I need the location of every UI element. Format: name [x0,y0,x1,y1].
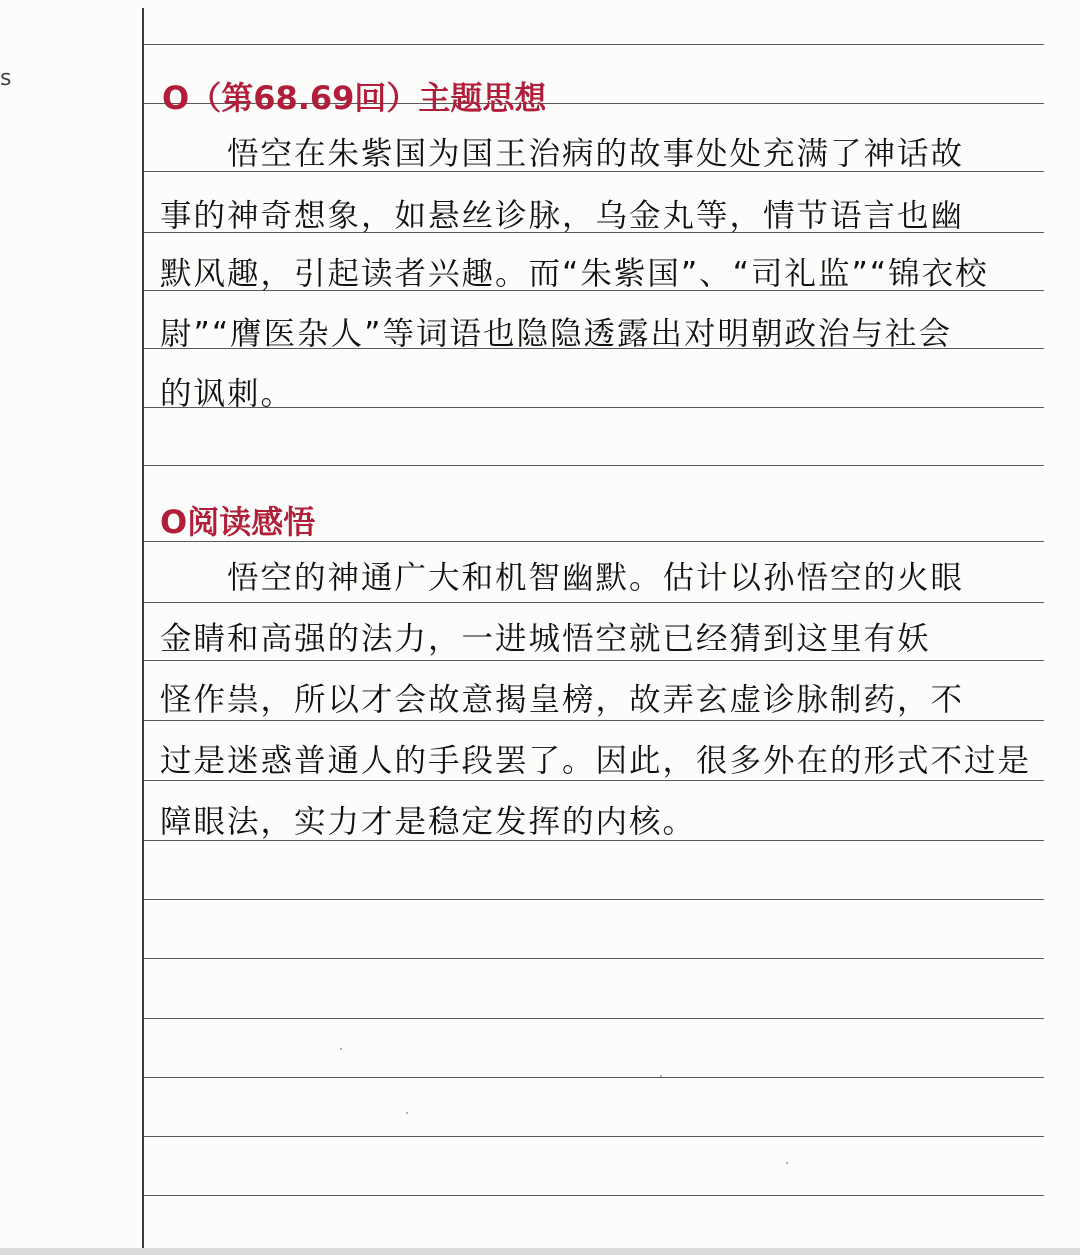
paper-speck [340,1048,342,1050]
ruled-line [144,1195,1044,1196]
page-bottom-edge [0,1248,1080,1255]
ruled-line [144,465,1044,466]
section1-line: 默风趣，引起读者兴趣。而“朱紫国”、“司礼监”“锦衣校 [160,256,989,292]
paper-speck [406,1112,408,1114]
section1-line: 的讽刺。 [160,376,295,412]
section2-line: 怪作祟，所以才会故意揭皇榜，故弄玄虚诊脉制药，不 [160,682,965,718]
ruled-line [144,1136,1044,1137]
section1-line: 事的神奇想象，如悬丝诊脉，乌金丸等，情节语言也幽 [160,198,965,234]
section1-heading: O（第68.69回）主题思想 [162,79,547,117]
section2-line: 障眼法，实力才是稳定发挥的内核。 [160,804,697,840]
ruled-line [144,1077,1044,1078]
section2-line: 过是迷惑普通人的手段罢了。因此，很多外在的形式不过是 [160,743,1032,779]
section2-heading: O阅读感悟 [160,503,316,541]
section1-line: 尉”“膺医杂人”等词语也隐隐透露出对明朝政治与社会 [160,316,952,352]
edge-mark: s [0,66,12,91]
section2-line: 悟空的神通广大和机智幽默。估计以孙悟空的火眼 [160,560,965,596]
paper-speck [660,1075,662,1077]
ruled-line [144,44,1044,45]
ruled-line [144,958,1044,959]
paper-speck [786,1162,788,1164]
section1-line: 悟空在朱紫国为国王治病的故事处处充满了神话故 [160,136,965,172]
margin-line [142,8,144,1255]
ruled-line [144,899,1044,900]
ruled-line [144,1018,1044,1019]
section2-line: 金睛和高强的法力，一进城悟空就已经猜到这里有妖 [160,621,931,657]
